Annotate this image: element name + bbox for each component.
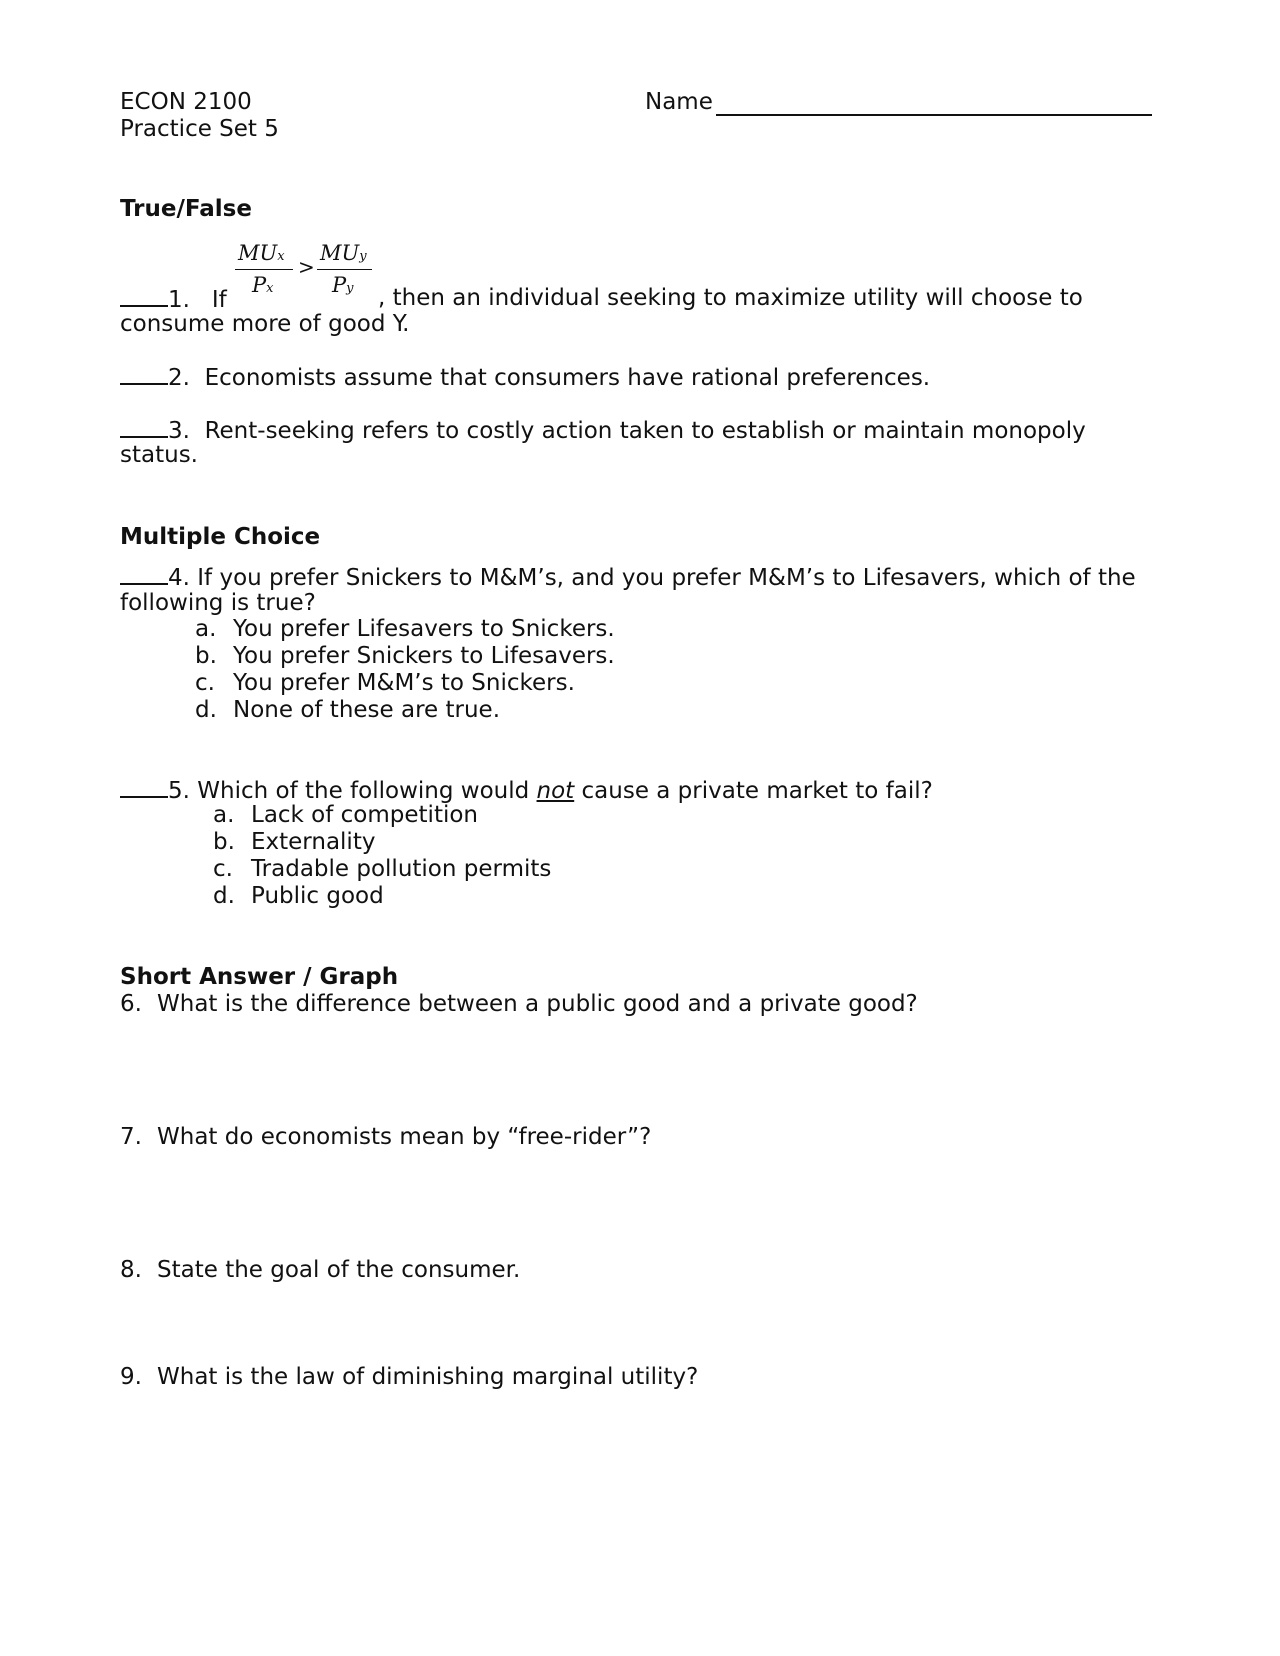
choice-option[interactable]: b. You prefer Snickers to Lifesavers.: [195, 643, 615, 669]
answer-blank-5[interactable]: [120, 776, 168, 798]
question-7: 7. What do economists mean by “free-rider”?: [120, 1124, 652, 1150]
choice-option[interactable]: a. You prefer Lifesavers to Snickers.: [195, 616, 615, 642]
utility-inequality: [232, 240, 372, 300]
mu-y-numerator: MUy: [320, 241, 367, 265]
fraction-bar-y: [317, 269, 372, 270]
choice-option[interactable]: d. Public good: [213, 883, 384, 909]
short-answer-heading: Short Answer / Graph: [120, 964, 399, 990]
p-y-denominator: Py: [332, 273, 354, 297]
question-8: 8. State the goal of the consumer.: [120, 1257, 521, 1283]
question-5: 5. Which of the following would not cause a private market to fail?: [120, 776, 933, 805]
answer-blank-2[interactable]: [120, 363, 168, 385]
answer-blank-1[interactable]: [120, 285, 168, 307]
choice-option[interactable]: b. Externality: [213, 829, 376, 855]
name-label: Name: [645, 89, 713, 115]
true-false-heading: True/False: [120, 196, 252, 222]
choice-option[interactable]: c. You prefer M&M’s to Snickers.: [195, 670, 575, 696]
multiple-choice-heading: Multiple Choice: [120, 524, 321, 550]
question-3: 3. Rent-seeking refers to costly action taken to establish or maintain monopoly: [120, 416, 1086, 445]
question-4: 4. If you prefer Snickers to M&M’s, and you prefer M&M’s to Lifesavers, which of the: [120, 563, 1136, 592]
question-2: 2. Economists assume that consumers have rational preferences.: [120, 363, 930, 392]
answer-blank-3[interactable]: [120, 416, 168, 438]
question-3-text-cont: status.: [120, 442, 198, 468]
practice-set-title: Practice Set 5: [120, 116, 279, 142]
choice-option[interactable]: d. None of these are true.: [195, 697, 501, 723]
name-field[interactable]: [716, 114, 1152, 116]
emphasis-not: not: [536, 778, 575, 804]
choice-option[interactable]: c. Tradable pollution permits: [213, 856, 552, 882]
question-9: 9. What is the law of diminishing marginal utility?: [120, 1364, 699, 1390]
question-1-text-cont: consume more of good Y.: [120, 311, 410, 337]
fraction-bar-x: [235, 269, 293, 270]
answer-blank-4[interactable]: [120, 563, 168, 585]
question-6: 6. What is the difference between a public good and a private good?: [120, 991, 918, 1017]
question-1-text: , then an individual seeking to maximize utility will choose to: [378, 285, 1083, 311]
mu-x-numerator: MUx: [238, 241, 285, 265]
greater-than-sign: >: [298, 255, 315, 279]
question-4-text-cont: following is true?: [120, 590, 316, 616]
question-5-choices: [213, 802, 551, 910]
choice-option[interactable]: a. Lack of competition: [213, 802, 479, 828]
question-1: 1. If: [120, 285, 227, 314]
course-code: ECON 2100: [120, 89, 252, 115]
question-4-choices: [195, 616, 615, 724]
p-x-denominator: Px: [252, 273, 274, 297]
